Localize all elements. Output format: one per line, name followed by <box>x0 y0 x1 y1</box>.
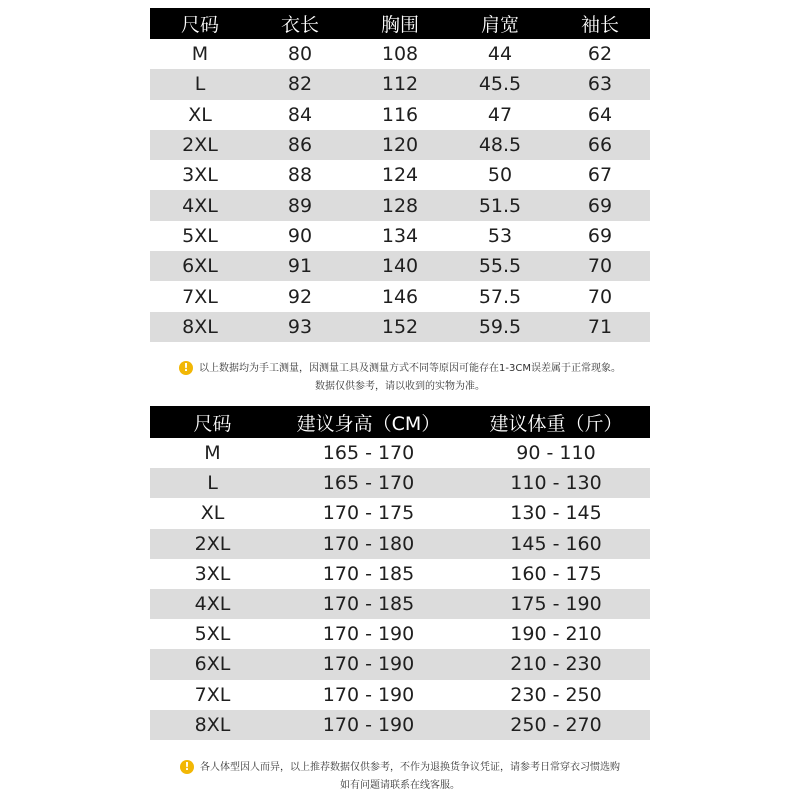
size-recommendation-table <box>150 406 650 740</box>
table-row <box>150 281 650 311</box>
length-cell: 93 <box>250 312 350 342</box>
size-cell: 6XL <box>150 649 275 679</box>
size-cell: 3XL <box>150 559 275 589</box>
shoulder-cell: 53 <box>450 221 550 251</box>
recommendation-note <box>0 759 800 795</box>
height-cell: 170 - 180 <box>275 529 462 559</box>
column-header-height: 建议身高（CM） <box>275 406 462 438</box>
size-cell: XL <box>150 498 275 528</box>
note-text-line-1: 各人体型因人而异，以上推荐数据仅供参考，不作为退换货争议凭证，请参考日常穿衣习惯选购 <box>200 762 620 773</box>
sleeve-cell: 69 <box>550 190 650 220</box>
weight-cell: 110 - 130 <box>462 468 650 498</box>
sleeve-cell: 69 <box>550 221 650 251</box>
length-cell: 89 <box>250 190 350 220</box>
size-cell: 5XL <box>150 619 275 649</box>
size-cell: 4XL <box>150 589 275 619</box>
size-cell: 2XL <box>150 130 250 160</box>
table-row <box>150 221 650 251</box>
size-cell: M <box>150 438 275 468</box>
table-row <box>150 468 650 498</box>
sleeve-cell: 67 <box>550 160 650 190</box>
table-row <box>150 312 650 342</box>
shoulder-cell: 44 <box>450 39 550 69</box>
height-cell: 170 - 185 <box>275 559 462 589</box>
table-header-row <box>150 406 650 438</box>
length-cell: 92 <box>250 281 350 311</box>
chest-cell: 124 <box>350 160 450 190</box>
column-header-shoulder: 肩宽 <box>450 8 550 39</box>
length-cell: 84 <box>250 100 350 130</box>
size-cell: XL <box>150 100 250 130</box>
size-measurement-table <box>150 8 650 342</box>
height-cell: 170 - 175 <box>275 498 462 528</box>
warning-icon: ! <box>180 760 194 774</box>
height-cell: 165 - 170 <box>275 468 462 498</box>
warning-icon: ! <box>179 361 193 375</box>
chest-cell: 112 <box>350 69 450 99</box>
size-cell: 3XL <box>150 160 250 190</box>
size-cell: L <box>150 468 275 498</box>
chest-cell: 140 <box>350 251 450 281</box>
column-header-weight: 建议体重（斤） <box>462 406 650 438</box>
table-row <box>150 130 650 160</box>
table-row <box>150 160 650 190</box>
size-cell: 8XL <box>150 710 275 740</box>
weight-cell: 190 - 210 <box>462 619 650 649</box>
size-cell: 2XL <box>150 529 275 559</box>
height-cell: 170 - 190 <box>275 680 462 710</box>
size-cell: 7XL <box>150 281 250 311</box>
chest-cell: 146 <box>350 281 450 311</box>
weight-cell: 210 - 230 <box>462 649 650 679</box>
table-row <box>150 680 650 710</box>
note-text-line-2: 数据仅供参考，请以收到的实物为准。 <box>315 381 485 392</box>
sleeve-cell: 62 <box>550 39 650 69</box>
column-header-chest: 胸围 <box>350 8 450 39</box>
sleeve-cell: 64 <box>550 100 650 130</box>
table-row <box>150 619 650 649</box>
size-cell: 8XL <box>150 312 250 342</box>
column-header-length: 衣长 <box>250 8 350 39</box>
weight-cell: 145 - 160 <box>462 529 650 559</box>
table-row <box>150 69 650 99</box>
table-row <box>150 529 650 559</box>
weight-cell: 160 - 175 <box>462 559 650 589</box>
size-cell: 5XL <box>150 221 250 251</box>
column-header-sleeve: 袖长 <box>550 8 650 39</box>
weight-cell: 175 - 190 <box>462 589 650 619</box>
note-text-line-1: 以上数据均为手工测量，因测量工具及测量方式不同等原因可能存在1-3CM误差属于正常现象。 <box>199 363 621 374</box>
shoulder-cell: 48.5 <box>450 130 550 160</box>
chest-cell: 116 <box>350 100 450 130</box>
weight-cell: 90 - 110 <box>462 438 650 468</box>
sleeve-cell: 66 <box>550 130 650 160</box>
measurement-note <box>0 360 800 396</box>
height-cell: 170 - 190 <box>275 619 462 649</box>
table-row <box>150 559 650 589</box>
shoulder-cell: 55.5 <box>450 251 550 281</box>
shoulder-cell: 51.5 <box>450 190 550 220</box>
size-cell: 6XL <box>150 251 250 281</box>
length-cell: 80 <box>250 39 350 69</box>
shoulder-cell: 57.5 <box>450 281 550 311</box>
height-cell: 170 - 190 <box>275 710 462 740</box>
size-cell: 7XL <box>150 680 275 710</box>
weight-cell: 250 - 270 <box>462 710 650 740</box>
chest-cell: 120 <box>350 130 450 160</box>
table-header-row <box>150 8 650 39</box>
height-cell: 170 - 185 <box>275 589 462 619</box>
height-cell: 165 - 170 <box>275 438 462 468</box>
table-row <box>150 710 650 740</box>
column-header-size: 尺码 <box>150 406 275 438</box>
table-row <box>150 649 650 679</box>
sleeve-cell: 70 <box>550 281 650 311</box>
weight-cell: 130 - 145 <box>462 498 650 528</box>
shoulder-cell: 45.5 <box>450 69 550 99</box>
chest-cell: 128 <box>350 190 450 220</box>
note-text-line-2: 如有问题请联系在线客服。 <box>340 780 460 791</box>
sleeve-cell: 71 <box>550 312 650 342</box>
chest-cell: 152 <box>350 312 450 342</box>
table-row <box>150 589 650 619</box>
sleeve-cell: 70 <box>550 251 650 281</box>
size-cell: L <box>150 69 250 99</box>
weight-cell: 230 - 250 <box>462 680 650 710</box>
table-row <box>150 190 650 220</box>
sleeve-cell: 63 <box>550 69 650 99</box>
chest-cell: 134 <box>350 221 450 251</box>
table-row <box>150 100 650 130</box>
size-cell: 4XL <box>150 190 250 220</box>
table-row <box>150 498 650 528</box>
length-cell: 91 <box>250 251 350 281</box>
column-header-size: 尺码 <box>150 8 250 39</box>
size-cell: M <box>150 39 250 69</box>
height-cell: 170 - 190 <box>275 649 462 679</box>
length-cell: 90 <box>250 221 350 251</box>
shoulder-cell: 59.5 <box>450 312 550 342</box>
table-row <box>150 438 650 468</box>
table-row <box>150 39 650 69</box>
length-cell: 86 <box>250 130 350 160</box>
shoulder-cell: 50 <box>450 160 550 190</box>
chest-cell: 108 <box>350 39 450 69</box>
length-cell: 88 <box>250 160 350 190</box>
shoulder-cell: 47 <box>450 100 550 130</box>
table-row <box>150 251 650 281</box>
length-cell: 82 <box>250 69 350 99</box>
